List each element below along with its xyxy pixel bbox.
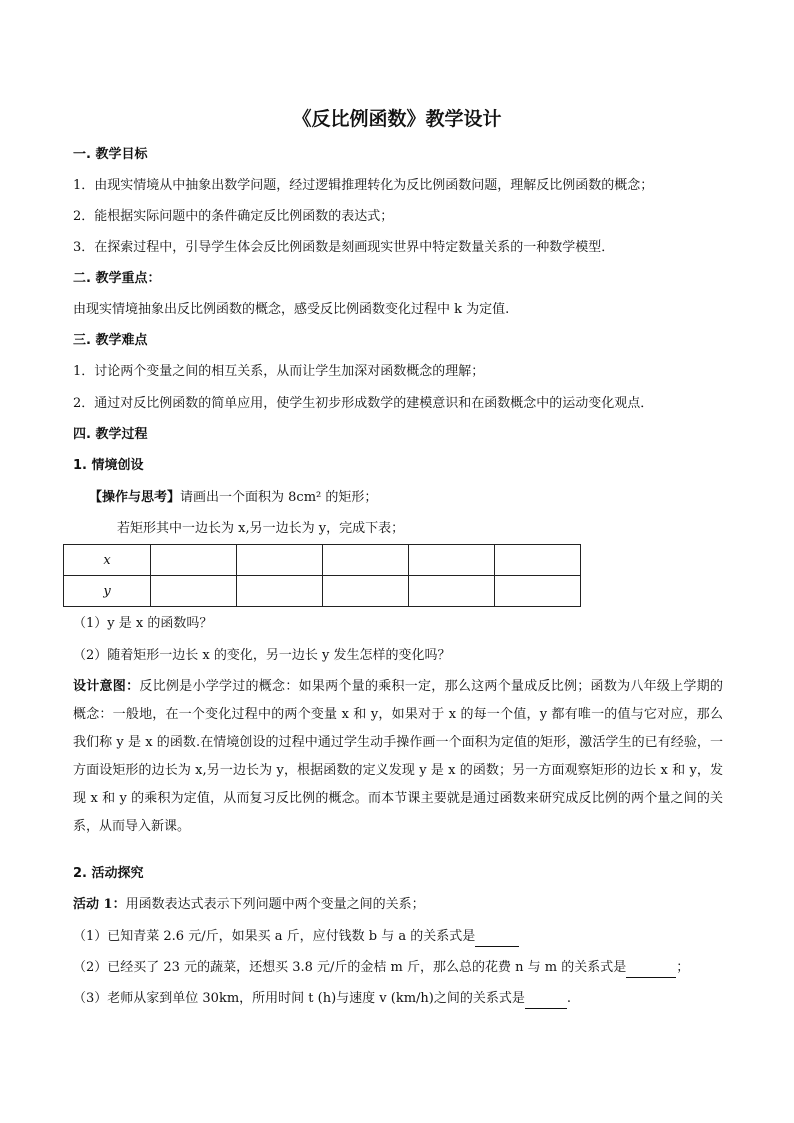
activity-question-2-text: （2）已经买了 23 元的蔬菜，还想买 3.8 元/斤的金桔 m 斤，那么总的花费 n 与 m 的关系式是 bbox=[73, 960, 627, 975]
table-cell[interactable] bbox=[409, 576, 495, 607]
question-2: （2）随着矩形一边长 x 的变化，另一边长 y 发生怎样的变化吗？ bbox=[73, 648, 451, 663]
section-heading-objectives: 一. 教学目标 bbox=[73, 147, 148, 162]
activity-question-1-text: （1）已知青菜 2.6 元/斤，如果买 a 斤，应付钱数 b 与 a 的关系式是 bbox=[73, 929, 476, 944]
answer-blank-1[interactable] bbox=[475, 928, 519, 947]
key-points-text: 由现实情境抽象出反比例函数的概念，感受反比例函数变化过程中 k 为定值. bbox=[73, 302, 510, 317]
activity-question-3 bbox=[73, 990, 571, 1009]
table-cell[interactable] bbox=[151, 545, 237, 576]
page-title: 《反比例函数》教学设计 bbox=[292, 108, 502, 130]
activity-line bbox=[73, 896, 425, 914]
table-cell[interactable] bbox=[495, 576, 581, 607]
table-cell[interactable] bbox=[151, 576, 237, 607]
section-heading-difficulties: 三. 教学难点 bbox=[73, 333, 148, 348]
table-cell[interactable] bbox=[495, 545, 581, 576]
row-label-x: x bbox=[64, 545, 151, 576]
table-cell[interactable] bbox=[323, 545, 409, 576]
activity-question-2-tail: ； bbox=[676, 960, 690, 975]
activity-question-2 bbox=[73, 959, 689, 978]
objective-item-3: 3．在探索过程中，引导学生体会反比例函数是刻画现实世界中特定数量关系的一种数学模型． bbox=[73, 240, 615, 255]
activity-question-1 bbox=[73, 928, 519, 947]
activity-text: 用函数表达式表示下列问题中两个变量之间的关系； bbox=[125, 897, 425, 912]
design-intent-text: 反比例是小学学过的概念：如果两个量的乘积一定，那么这两个量成反比例；函数为八年级上学期的概念：一般地，在一个变化过程中的两个变量 x 和 y，如果对于 x 的每一个值，y 都有唯一的值与它对应，那么我们称 y 是 x 的函数.在情境创设的过程中通过学生动手操作画一个面积为定值的矩形，激活学生的已有经验，一方面设矩形的边长为 x,另一边长为 y，根据函数的定义发现 y 是 x 的函数；另一方面观察矩形的边长 x 和 y，发现 x 和 y 的乘积为定值，从而复习反比例的概念。而本节课主要就是通过函数来研究成反比例的两个量之间的关系，从而导入新课。 bbox=[73, 679, 723, 834]
table-row bbox=[64, 576, 581, 607]
section-heading-key-points: 二. 教学重点： bbox=[73, 271, 161, 286]
activity-label: 活动 1： bbox=[73, 897, 126, 912]
task-text: 请画出一个面积为 8cm² 的矩形； bbox=[180, 490, 378, 505]
task-line-2: 若矩形其中一边长为 x,另一边长为 y，完成下表； bbox=[117, 521, 405, 536]
value-table bbox=[63, 544, 581, 607]
task-label: 【操作与思考】 bbox=[89, 490, 181, 505]
section-heading-process: 四. 教学过程 bbox=[73, 427, 148, 442]
design-intent-paragraph bbox=[73, 673, 723, 841]
activity-question-3-text: （3）老师从家到单位 30km，所用时间 t (h)与速度 v (km/h)之间的关系式是 bbox=[73, 991, 525, 1006]
table-cell[interactable] bbox=[323, 576, 409, 607]
objective-item-2: 2．能根据实际问题中的条件确定反比例函数的表达式； bbox=[73, 209, 394, 224]
difficulty-item-1: 1．讨论两个变量之间的相互关系，从而让学生加深对函数概念的理解； bbox=[73, 364, 485, 379]
subsection-heading-scenario: 1. 情境创设 bbox=[73, 458, 144, 473]
table-cell[interactable] bbox=[237, 545, 323, 576]
activity-question-3-tail: . bbox=[566, 991, 572, 1006]
table-cell[interactable] bbox=[409, 545, 495, 576]
difficulty-item-2: 2．通过对反比例函数的简单应用，使学生初步形成数学的建模意识和在函数概念中的运动变化观点． bbox=[73, 396, 654, 411]
row-label-y: y bbox=[64, 576, 151, 607]
table-cell[interactable] bbox=[237, 576, 323, 607]
subsection-heading-activity: 2. 活动探究 bbox=[73, 866, 144, 881]
question-1: （1）y 是 x 的函数吗？ bbox=[73, 616, 213, 631]
objective-item-1: 1．由现实情境从中抽象出数学问题，经过逻辑推理转化为反比例函数问题，理解反比例函数的概念； bbox=[73, 178, 654, 193]
design-intent-label: 设计意图： bbox=[73, 679, 140, 694]
answer-blank-3[interactable] bbox=[525, 990, 567, 1009]
task-line bbox=[89, 489, 377, 507]
answer-blank-2[interactable] bbox=[626, 959, 676, 978]
table-row bbox=[64, 545, 581, 576]
